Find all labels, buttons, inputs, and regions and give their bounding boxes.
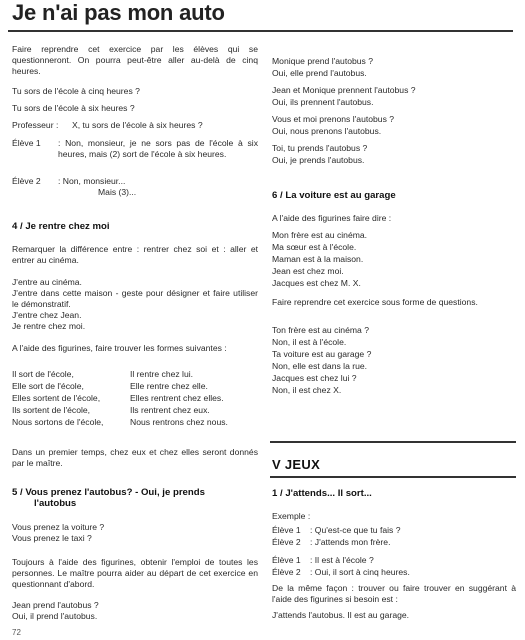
text-line: Ta voiture est au garage ? <box>272 349 372 359</box>
text-line: Jacques est chez lui ? <box>272 373 357 383</box>
page-title: Je n'ai pas mon auto <box>12 0 225 25</box>
paragraph: Remarquer la différence entre : rentrer chez soi et : aller et entrer au cinéma. <box>12 244 258 265</box>
example-speaker: Élève 2 <box>272 537 301 547</box>
text-line: Oui, ils prennent l'autobus. <box>272 97 374 107</box>
dialog-speaker: Élève 1 <box>12 138 41 148</box>
text-line: Toi, tu prends l'autobus ? <box>272 143 368 153</box>
example-speaker: Élève 1 <box>272 555 301 565</box>
dialog-text: : Non, monsieur, je ne sors pas de l'école à six heures, mais (2) sort de l'école à six heures. <box>58 138 258 159</box>
text-line: Monique prend l'autobus ? <box>272 56 374 66</box>
intro-paragraph: Faire reprendre cet exercice par les élèves qui se questionneront. On pourra peut-être aller au-delà de cinq heures. <box>12 44 258 76</box>
paragraph: De la même façon : trouver ou faire trouver en suggérant à l'aide des figurines si besoin est : <box>272 583 516 604</box>
paragraph: Faire reprendre cet exercice sous forme de questions. <box>272 297 478 307</box>
section-heading: 6 / La voiture est au garage <box>272 190 396 201</box>
text-line: Vous et moi prenons l'autobus ? <box>272 114 395 124</box>
text-line: Mon frère est au cinéma. <box>272 230 368 240</box>
sort-line: Ils sortent de l'école, <box>12 405 91 415</box>
text-line: Vous prenez le taxi ? <box>12 533 92 543</box>
text-line: Oui, je prends l'autobus. <box>272 155 365 165</box>
rentre-line: Ils rentrent chez eux. <box>130 405 210 415</box>
dialog-text: : Non, monsieur... <box>58 176 126 186</box>
text-line: Ton frère est au cinéma ? <box>272 325 369 335</box>
rentre-line: Nous rentrons chez nous. <box>130 417 228 427</box>
v-rule-top <box>270 441 516 443</box>
paragraph: J'entre dans cette maison - geste pour désigner et faire utiliser le démonstratif. <box>12 288 258 309</box>
page-number: 72 <box>12 628 21 637</box>
text-line: Oui, elle prend l'autobus. <box>272 68 367 78</box>
text-line: Vous prenez la voiture ? <box>12 522 105 532</box>
dialog-speaker: Élève 2 <box>12 176 41 186</box>
rentre-line: Elles rentrent chez elles. <box>130 393 224 403</box>
section-heading: 4 / Je rentre chez moi <box>12 221 110 232</box>
text-line: Non, il est à l'école. <box>272 337 347 347</box>
text-line: Oui, il prend l'autobus. <box>12 611 98 621</box>
v-rule-bottom <box>270 476 516 478</box>
dialog-speaker: Professeur : <box>12 120 59 130</box>
sort-line: Elle sort de l'école, <box>12 381 84 391</box>
text-line: Oui, nous prenons l'autobus. <box>272 126 382 136</box>
text-line: J'entre chez Jean. <box>12 310 82 320</box>
paragraph: A l'aide des figurines, faire trouver les formes suivantes : <box>12 343 227 353</box>
example-text: : Qu'est-ce que tu fais ? <box>310 525 401 535</box>
question-line: Tu sors de l'école à six heures ? <box>12 103 135 113</box>
text-line: Maman est à la maison. <box>272 254 364 264</box>
v-jeux-heading: V JEUX <box>272 457 321 472</box>
dialog-text: X, tu sors de l'école à six heures ? <box>72 120 203 130</box>
sort-line: Elles sortent de l'école, <box>12 393 101 403</box>
rentre-line: Il rentre chez lui. <box>130 369 194 379</box>
section-heading: l'autobus <box>34 498 77 509</box>
example-text: : Oui, il sort à cinq heures. <box>310 567 410 577</box>
text-line: Jean prend l'autobus ? <box>12 600 99 610</box>
sort-line: Nous sortons de l'école, <box>12 417 104 427</box>
example-speaker: Élève 1 <box>272 525 301 535</box>
text-line: Jean est chez moi. <box>272 266 344 276</box>
subsection-heading: 1 / J'attends... Il sort... <box>272 488 372 499</box>
text-line: Non, elle est dans la rue. <box>272 361 368 371</box>
text-line: Ma sœur est à l'école. <box>272 242 357 252</box>
text-line: Jacques est chez M. X. <box>272 278 361 288</box>
text-line: Je rentre chez moi. <box>12 321 86 331</box>
paragraph: Dans un premier temps, chez eux et chez elles seront donnés par le maître. <box>12 447 258 468</box>
sort-line: Il sort de l'école, <box>12 369 74 379</box>
exemple-label: Exemple : <box>272 511 311 521</box>
title-rule <box>8 30 513 32</box>
example-text: : Il est à l'école ? <box>310 555 374 565</box>
text-line: J'entre au cinéma. <box>12 277 82 287</box>
example-speaker: Élève 2 <box>272 567 301 577</box>
dialog-text: Mais (3)... <box>98 187 137 197</box>
example-text: : J'attends mon frère. <box>310 537 391 547</box>
paragraph: Toujours à l'aide des figurines, obtenir l'emploi de toutes les personnes. Le maître pourra aider au départ de cet exercice en questionnant d'abord. <box>12 557 258 589</box>
section-heading: 5 / Vous prenez l'autobus? - Oui, je prends <box>12 487 205 498</box>
text-line: Non, il est chez X. <box>272 385 342 395</box>
rentre-line: Elle rentre chez elle. <box>130 381 208 391</box>
question-line: Tu sors de l'école à cinq heures ? <box>12 86 140 96</box>
text-line: Jean et Monique prennent l'autobus ? <box>272 85 416 95</box>
text-line: J'attends l'autobus. Il est au garage. <box>272 610 410 620</box>
text-line: A l'aide des figurines faire dire : <box>272 213 392 223</box>
